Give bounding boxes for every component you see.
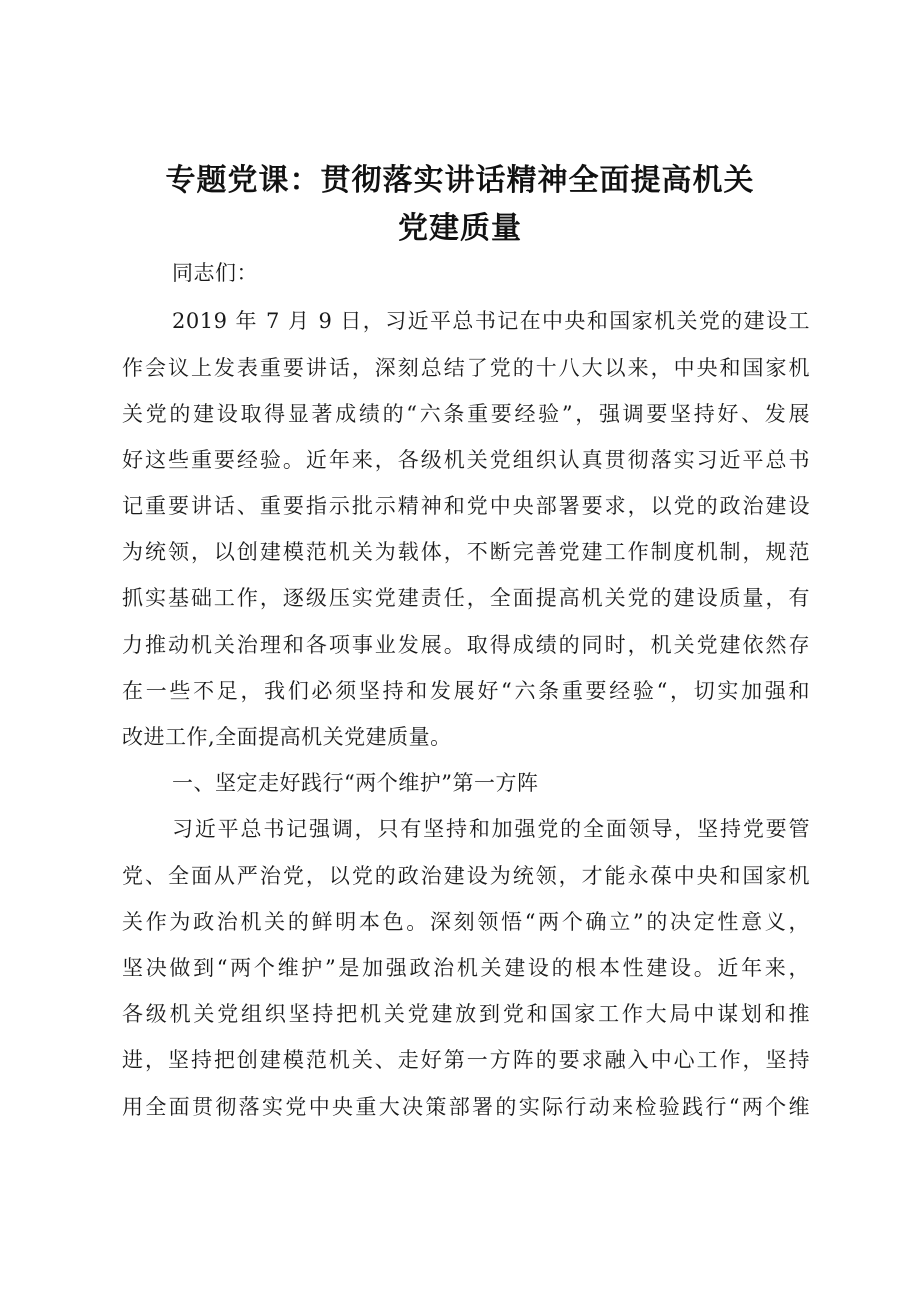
paragraph-line: 力推动机关治理和各项事业发展。取得成绩的同时，机关党建依然存: [122, 633, 810, 657]
paragraph-line: 抓实基础工作，逐级压实党建责任，全面提高机关党的建设质量，有: [122, 586, 810, 610]
paragraph-line: 好这些重要经验。近年来，各级机关党组织认真贯彻落实习近平总书: [122, 448, 810, 472]
paragraph-line: 改进工作,全面提高机关党建质量。: [122, 725, 452, 749]
paragraph-line: 进，坚持把创建模范机关、走好第一方阵的要求融入中心工作，坚持: [122, 1048, 810, 1072]
paragraph-line: 为统领，以创建模范机关为载体，不断完善党建工作制度机制，规范: [122, 540, 810, 564]
paragraph-line: 坚决做到“两个维护”是加强政治机关建设的根本性建设。近年来，: [122, 956, 810, 980]
paragraph-line: 作会议上发表重要讲话，深刻总结了党的十八大以来，中央和国家机: [122, 356, 810, 380]
salutation: 同志们：: [172, 261, 258, 285]
document-title-line-1: 专题党课：贯彻落实讲话精神全面提高机关: [165, 163, 755, 198]
paragraph-line: 党、全面从严治党，以党的政治建设为统领，才能永葆中央和国家机: [122, 864, 810, 888]
paragraph-line: 2019 年 7 月 9 日，习近平总书记在中央和国家机关党的建设工: [172, 309, 810, 333]
paragraph-line: 关作为政治机关的鲜明本色。深刻领悟“两个确立”的决定性意义，: [122, 910, 810, 934]
paragraph-line: 习近平总书记强调，只有坚持和加强党的全面领导，坚持党要管: [172, 817, 810, 841]
paragraph-line: 在一些不足，我们必须坚持和发展好“六条重要经验“，切实加强和: [122, 679, 810, 703]
document-title-line-2: 党建质量: [398, 211, 522, 246]
section-heading-1: 一、坚定走好践行“两个维护”第一方阵: [172, 771, 539, 795]
paragraph-line: 各级机关党组织坚持把机关党建放到党和国家工作大局中谋划和推: [122, 1002, 810, 1026]
paragraph-line: 记重要讲话、重要指示批示精神和党中央部署要求，以党的政治建设: [122, 494, 810, 518]
paragraph-line: 关党的建设取得显著成绩的“六条重要经验”，强调要坚持好、发展: [122, 402, 810, 426]
paragraph-line: 用全面贯彻落实党中央重大决策部署的实际行动来检验践行“两个维: [122, 1095, 810, 1119]
